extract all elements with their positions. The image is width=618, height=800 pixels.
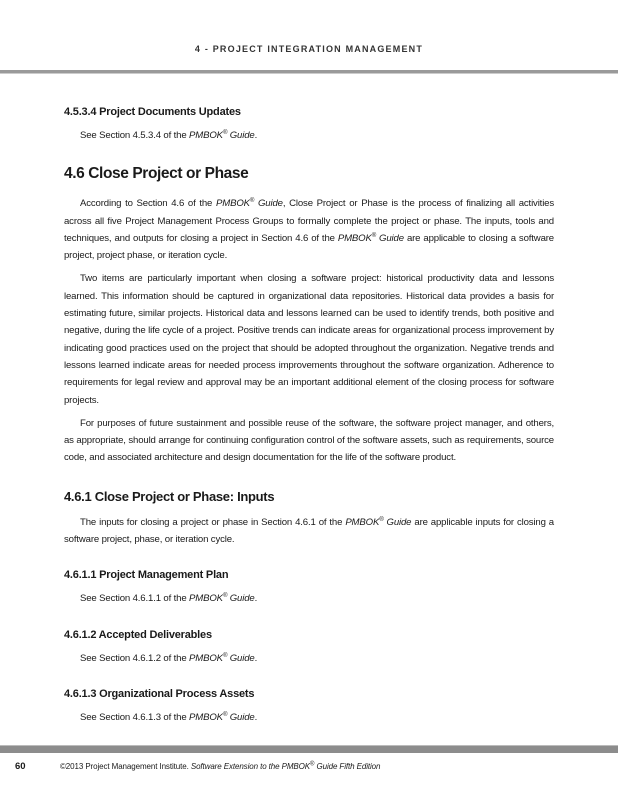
text-run: See Section 4.6.1.3 of the xyxy=(80,711,190,723)
italic-text: Guide xyxy=(227,130,255,141)
subsubsection-heading xyxy=(64,688,554,700)
text-run: 4.6.1.3 Organizational Process Assets xyxy=(64,687,255,700)
paragraph xyxy=(64,709,554,726)
text-run: 4.6.1.1 Project Management Plan xyxy=(64,569,229,582)
subsubsection-heading xyxy=(64,106,554,118)
registered-mark: ® xyxy=(310,761,315,768)
italic-text: Guide xyxy=(383,516,412,528)
copyright-text: ©2013 Project Management Institute. xyxy=(60,762,191,771)
subsubsection-heading xyxy=(64,569,554,581)
text-run: According to Section 4.6 of the xyxy=(80,198,217,210)
header-rule xyxy=(0,70,618,74)
text-run: 4.6.1.2 Accepted Deliverables xyxy=(64,628,212,641)
paragraph xyxy=(64,650,554,667)
page-number: 60 xyxy=(15,761,26,772)
registered-mark: ® xyxy=(222,593,228,600)
text-run: 4.6 Close Project or Phase xyxy=(64,165,249,183)
italic-text: PMBOK xyxy=(189,593,223,605)
footer-rule xyxy=(0,745,618,753)
text-run: See Section 4.6.1.2 of the xyxy=(80,652,190,664)
text-run: See Section 4.6.1.1 of the xyxy=(80,593,190,605)
subsubsection-heading xyxy=(64,629,554,641)
book-title-edition: Guide Fifth Edition xyxy=(314,762,381,771)
italic-text: PMBOK xyxy=(337,232,372,244)
italic-text: Guide xyxy=(227,652,255,664)
italic-text: PMBOK xyxy=(189,652,223,664)
paragraph xyxy=(64,590,554,607)
text-run: See Section 4.5.3.4 of the xyxy=(80,130,190,141)
paragraph xyxy=(64,415,554,467)
italic-text: Guide xyxy=(227,711,255,723)
section-heading xyxy=(64,165,554,183)
text-run: The inputs for closing a project or phase in Section 4.6.1 of the xyxy=(80,516,346,528)
text-run: are applicable to closing a software project, project phase, or iteration cycle. xyxy=(64,232,554,262)
text-run: are applicable inputs for closing a software project, phase, or iteration cycle. xyxy=(64,516,554,546)
paragraph xyxy=(64,270,554,408)
paragraph xyxy=(64,514,554,549)
registered-mark: ® xyxy=(222,129,228,136)
italic-text: PMBOK xyxy=(216,198,250,210)
text-run: . xyxy=(254,652,258,664)
registered-mark: ® xyxy=(222,711,228,718)
paragraph xyxy=(64,195,554,264)
registered-mark: ® xyxy=(379,516,384,523)
italic-text: Guide xyxy=(227,593,255,605)
text-run: . xyxy=(254,711,258,723)
italic-text: PMBOK xyxy=(345,516,380,528)
book-title: Software Extension to the PMBOK xyxy=(190,762,311,771)
text-run: 4.6.1 Close Project or Phase: Inputs xyxy=(64,488,275,504)
registered-mark: ® xyxy=(222,652,228,659)
subsection-heading xyxy=(64,489,554,504)
italic-text: Guide xyxy=(254,198,283,210)
paragraph xyxy=(64,127,554,144)
italic-text: PMBOK xyxy=(189,711,223,723)
running-head: 4 - PROJECT INTEGRATION MANAGEMENT xyxy=(194,44,424,54)
text-run: For purposes of future sustainment and possible reuse of the software, the software project manager, and others, as appropriate, should arrange for continuing configuration control of the software assets, such as requirements, source code, and associated architecture and design documentation for the life of the software product. xyxy=(64,417,554,464)
italic-text: Guide xyxy=(376,232,404,244)
italic-text: PMBOK xyxy=(189,130,223,141)
text-run: , Close Project or Phase is the process of finalizing all activities across all five Project Management Process Groups to formally complete the project or phase. The inputs, tools and techniques, and outputs for closing a project in Section 4.6 of the xyxy=(64,198,555,244)
footer-copyright xyxy=(60,762,380,771)
text-run: Two items are particularly important when closing a software project: historical productivity data and lessons learned. This information should be captured in organizational data repositories. Historical data provides a basis for estimating future, similar projects. Historical data and lessons learned can be used to identify trends, both positive and negative, during the life cycle of a project. Positive trends can indicate areas for organizational process improvement by indicating good practices used on the project that should be adopted throughout the organization. Negative trends and lessons learned indicate areas for needed process improvements throughout the software organization. Adherence to requirements for legal review and approval may be an important additional element of the closing process for software projects. xyxy=(64,273,554,406)
page-content xyxy=(64,106,554,747)
registered-mark: ® xyxy=(249,198,255,205)
registered-mark: ® xyxy=(371,232,377,239)
text-run: . xyxy=(254,593,258,605)
text-run: 4.5.3.4 Project Documents Updates xyxy=(64,106,241,118)
text-run: . xyxy=(254,130,258,141)
